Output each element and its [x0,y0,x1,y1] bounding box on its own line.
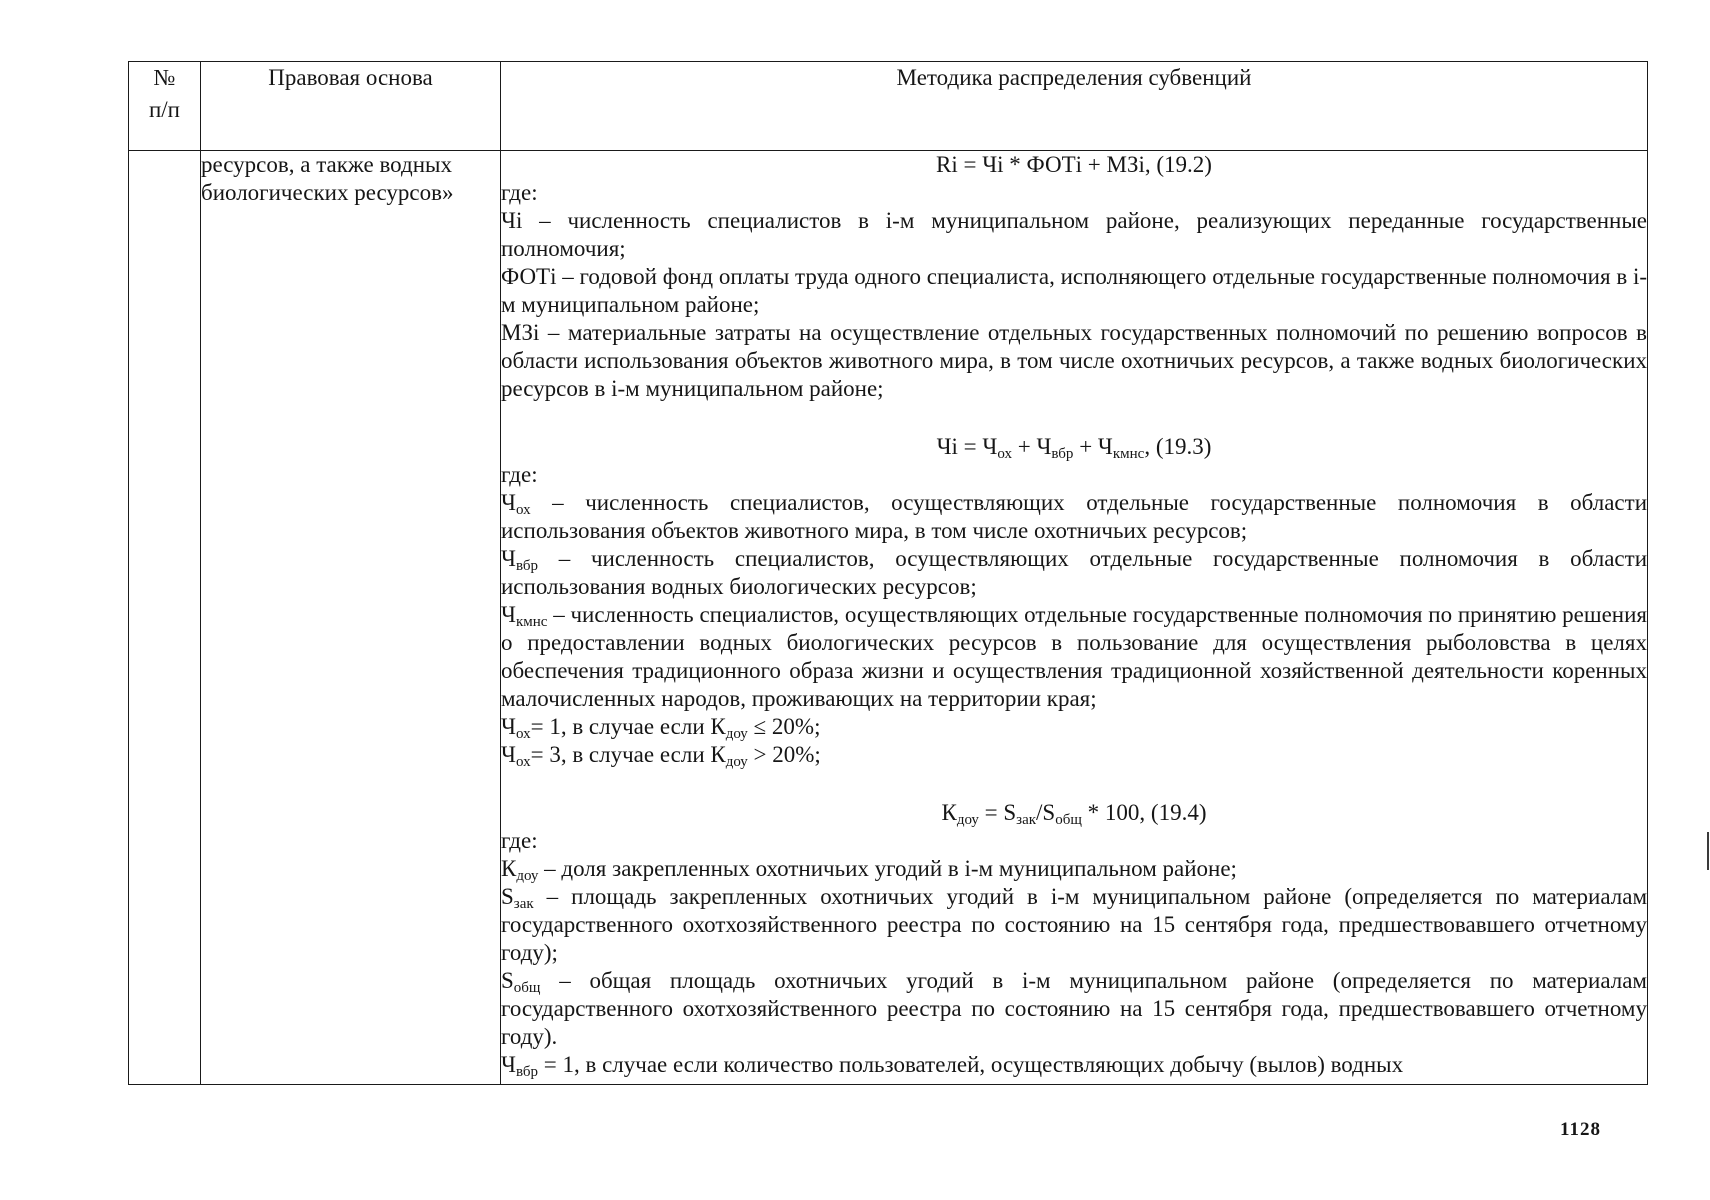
formula-text: /S [1036,800,1056,825]
scan-artifact-line [1707,832,1709,870]
definition-chi: Чi – численность специалистов в i-м муниципальном районе, реализующих переданные государственные полномочия; [501,208,1647,261]
definition-text: – численность специалистов, осуществляющих отдельные государственные полномочия в области использования водных биологических ресурсов; [501,546,1647,599]
symbol-subscript: вбр [515,1064,538,1080]
symbol-subscript: доу [725,726,748,742]
definition-mzi: МЗi – материальные затраты на осуществление отдельных государственных полномочий по решению вопросов в области использования объектов животного мира, в том числе охотничьих ресурсов, а также водных биологических ресурсов в i-м муниципальном районе; [501,320,1647,401]
formula-text: + Ч [1073,434,1113,459]
formula-text: Чi = Ч [936,434,998,459]
cell-legal-basis: ресурсов, а также водных биологических ресурсов» [201,151,501,1085]
table-header-row [129,62,1648,151]
symbol: S [501,968,514,993]
formula-subscript: зак [1016,812,1037,828]
formula-subscript: доу [956,812,979,828]
cell-number [129,151,201,1085]
definition-foti: ФОТi – годовой фонд оплаты труда одного специалиста, исполняющего отдельные государственные полномочия в i-м муниципальном районе; [501,264,1647,317]
symbol-subscript: ох [515,502,531,518]
where-label: где: [501,828,538,853]
symbol-subscript: доу [725,754,748,770]
condition-text: = 3, в случае если К [530,742,726,767]
header-number [129,62,201,151]
header-legal-basis: Правовая основа [201,62,501,151]
spacer [501,403,1647,433]
symbol-subscript: общ [513,980,541,996]
definition-ch-oh [501,489,1647,545]
symbol: Ч [501,490,516,515]
where-label: где: [501,180,538,205]
formula-19-4 [501,799,1647,827]
page-number: 1128 [1560,1119,1601,1140]
spacer [501,769,1647,799]
definition-text: – площадь закрепленных охотничьих угодий в i-м муниципальном районе (определяется по материалам государственного охотхозяйственного реестра по состоянию на 15 сентября года, предшествовавшего отчетному году); [501,884,1647,965]
where-label: где: [501,462,538,487]
symbol: Ч [501,714,516,739]
condition-ch-vbr [501,1051,1647,1079]
condition-text: ≤ 20%; [747,714,821,739]
definition-ch-vbr [501,545,1647,601]
symbol: Ч [501,546,516,571]
formula-text: К [941,800,957,825]
symbol-subscript: ох [515,754,531,770]
condition-text: = 1, в случае если К [530,714,726,739]
formula-subscript: кмнс [1112,446,1145,462]
symbol-subscript: вбр [515,558,538,574]
formula-19-3 [501,433,1647,461]
definition-text: – доля закрепленных охотничьих угодий в i-м муниципальном районе; [538,856,1237,881]
symbol: К [501,856,517,881]
formula-subscript: общ [1055,812,1082,828]
formula-text: = S [978,800,1017,825]
definition-ch-kmns [501,601,1647,713]
symbol: Ч [501,602,516,627]
formula-text: , (19.3) [1144,434,1212,459]
definition-text: – численность специалистов, осуществляющих отдельные государственные полномочия в области использования объектов животного мира, в том числе охотничьих ресурсов; [501,490,1647,543]
formula-text: * 100, (19.4) [1081,800,1207,825]
definition-k-dou [501,855,1647,883]
definition-s-zak [501,883,1647,967]
condition-ch-oh-3 [501,741,1647,769]
symbol: S [501,884,514,909]
cell-methodology [501,151,1648,1085]
condition-ch-oh-1 [501,713,1647,741]
header-methodology: Методика распределения субвенций [501,62,1648,151]
condition-text: > 20%; [747,742,821,767]
symbol-subscript: доу [516,868,539,884]
formula-subscript: вбр [1051,446,1074,462]
formula-text: + Ч [1011,434,1052,459]
symbol-subscript: ох [515,726,531,742]
symbol: Ч [501,742,516,767]
table-row [129,151,1648,1085]
symbol: Ч [501,1052,516,1077]
symbol-subscript: кмнс [515,614,548,630]
definition-text: – численность специалистов, осуществляющих отдельные государственные полномочия по принятию решения о предоставлении водных биологических ресурсов в пользование для осуществления рыболовства в целях обеспечения традиционного образа жизни и осуществления традиционной хозяйственной деятельности коренных малочисленных народов, проживающих на территории края; [501,602,1647,711]
formula-subscript: ох [997,446,1012,462]
definition-text: – общая площадь охотничьих угодий в i-м муниципальном районе (определяется по материалам государственного охотхозяйственного реестра по состоянию на 15 сентября года, предшествовавшего отчетному году). [501,968,1647,1049]
header-number-text: № п/п [148,65,180,122]
symbol-subscript: зак [513,896,534,912]
definition-text: = 1, в случае если количество пользователей, осуществляющих добычу (вылов) водных [537,1052,1404,1077]
subvention-table [128,61,1648,1085]
formula-19-2: Ri = Чi * ФОТi + МЗi, (19.2) [936,152,1212,177]
definition-s-obsh [501,967,1647,1051]
